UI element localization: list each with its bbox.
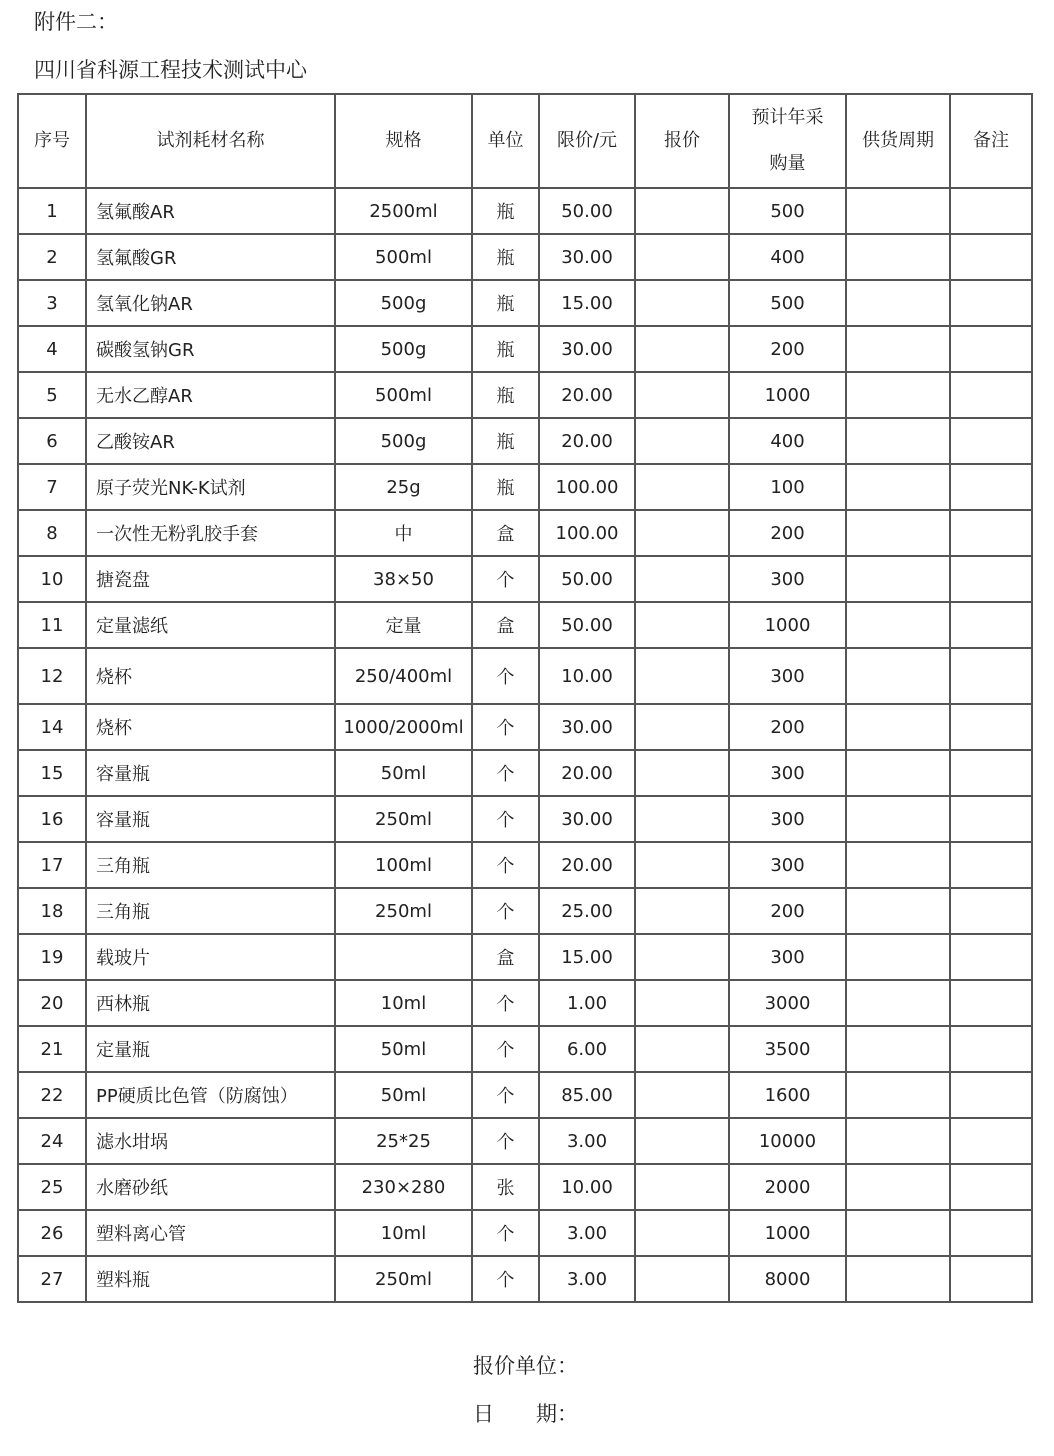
col-header-no: 序号	[18, 94, 86, 188]
cell-no: 10	[18, 556, 86, 602]
cell-no: 16	[18, 796, 86, 842]
cell-qty: 1000	[729, 602, 846, 648]
cell-spec: 100ml	[335, 842, 472, 888]
cell-qty: 100	[729, 464, 846, 510]
cell-unit: 瓶	[472, 234, 539, 280]
col-header-spec: 规格	[335, 94, 472, 188]
cell-quote	[635, 602, 729, 648]
cell-quote	[635, 418, 729, 464]
col-header-quote: 报价	[635, 94, 729, 188]
cell-price: 100.00	[539, 510, 635, 556]
cell-quote	[635, 372, 729, 418]
cell-price: 100.00	[539, 464, 635, 510]
cell-price: 20.00	[539, 418, 635, 464]
col-header-note: 备注	[950, 94, 1032, 188]
cell-qty: 300	[729, 796, 846, 842]
cell-cycle	[846, 188, 950, 234]
cell-name: 水磨砂纸	[86, 1164, 335, 1210]
cell-spec: 500ml	[335, 234, 472, 280]
cell-no: 27	[18, 1256, 86, 1302]
cell-qty: 2000	[729, 1164, 846, 1210]
table-row	[18, 934, 1032, 980]
cell-note	[950, 556, 1032, 602]
cell-unit: 个	[472, 796, 539, 842]
cell-cycle	[846, 326, 950, 372]
cell-price: 50.00	[539, 556, 635, 602]
cell-qty: 3500	[729, 1026, 846, 1072]
cell-spec: 250ml	[335, 888, 472, 934]
table-row	[18, 280, 1032, 326]
table-row	[18, 704, 1032, 750]
cell-unit: 瓶	[472, 188, 539, 234]
table-row	[18, 188, 1032, 234]
cell-note	[950, 888, 1032, 934]
cell-name: 载玻片	[86, 934, 335, 980]
cell-price: 10.00	[539, 1164, 635, 1210]
cell-name: 定量瓶	[86, 1026, 335, 1072]
cell-qty: 400	[729, 234, 846, 280]
cell-quote	[635, 326, 729, 372]
table-row	[18, 1118, 1032, 1164]
cell-quote	[635, 1210, 729, 1256]
cell-price: 3.00	[539, 1118, 635, 1164]
cell-quote	[635, 750, 729, 796]
cell-spec: 定量	[335, 602, 472, 648]
cell-no: 24	[18, 1118, 86, 1164]
cell-qty: 300	[729, 750, 846, 796]
cell-spec: 10ml	[335, 980, 472, 1026]
cell-price: 6.00	[539, 1026, 635, 1072]
table-row	[18, 510, 1032, 556]
cell-qty: 200	[729, 510, 846, 556]
cell-quote	[635, 796, 729, 842]
cell-no: 1	[18, 188, 86, 234]
cell-qty: 200	[729, 888, 846, 934]
cell-cycle	[846, 234, 950, 280]
cell-no: 25	[18, 1164, 86, 1210]
cell-no: 12	[18, 648, 86, 704]
cell-name: 容量瓶	[86, 796, 335, 842]
cell-no: 14	[18, 704, 86, 750]
cell-price: 15.00	[539, 280, 635, 326]
cell-quote	[635, 704, 729, 750]
cell-name: 塑料离心管	[86, 1210, 335, 1256]
cell-spec: 500ml	[335, 372, 472, 418]
col-header-price: 限价/元	[539, 94, 635, 188]
cell-unit: 个	[472, 750, 539, 796]
cell-unit: 个	[472, 1072, 539, 1118]
table-row	[18, 372, 1032, 418]
table-row	[18, 556, 1032, 602]
cell-qty: 300	[729, 648, 846, 704]
table-row	[18, 888, 1032, 934]
cell-spec: 50ml	[335, 750, 472, 796]
cell-unit: 瓶	[472, 326, 539, 372]
cell-cycle	[846, 556, 950, 602]
cell-name: 氢氟酸GR	[86, 234, 335, 280]
cell-spec: 250ml	[335, 796, 472, 842]
cell-unit: 个	[472, 888, 539, 934]
cell-no: 20	[18, 980, 86, 1026]
cell-price: 3.00	[539, 1210, 635, 1256]
cell-qty: 1000	[729, 372, 846, 418]
cell-price: 30.00	[539, 704, 635, 750]
cell-no: 22	[18, 1072, 86, 1118]
cell-name: 原子荧光NK-K试剂	[86, 464, 335, 510]
cell-quote	[635, 510, 729, 556]
cell-note	[950, 510, 1032, 556]
cell-cycle	[846, 704, 950, 750]
cell-name: 一次性无粉乳胶手套	[86, 510, 335, 556]
cell-spec: 500g	[335, 280, 472, 326]
cell-note	[950, 1164, 1032, 1210]
table-row	[18, 1164, 1032, 1210]
cell-name: 滤水坩埚	[86, 1118, 335, 1164]
cell-name: 定量滤纸	[86, 602, 335, 648]
cell-price: 30.00	[539, 326, 635, 372]
cell-note	[950, 1118, 1032, 1164]
cell-quote	[635, 842, 729, 888]
cell-unit: 个	[472, 1210, 539, 1256]
cell-qty: 200	[729, 704, 846, 750]
cell-qty: 1600	[729, 1072, 846, 1118]
cell-quote	[635, 280, 729, 326]
cell-price: 50.00	[539, 602, 635, 648]
cell-name: 烧杯	[86, 704, 335, 750]
cell-cycle	[846, 510, 950, 556]
cell-qty: 200	[729, 326, 846, 372]
cell-qty: 300	[729, 934, 846, 980]
cell-name: 氢氟酸AR	[86, 188, 335, 234]
cell-no: 21	[18, 1026, 86, 1072]
table-row	[18, 326, 1032, 372]
cell-spec: 2500ml	[335, 188, 472, 234]
cell-no: 3	[18, 280, 86, 326]
attachment-label: 附件二：	[34, 10, 118, 34]
table-row	[18, 842, 1032, 888]
cell-note	[950, 602, 1032, 648]
cell-quote	[635, 464, 729, 510]
cell-unit: 瓶	[472, 464, 539, 510]
cell-price: 1.00	[539, 980, 635, 1026]
cell-unit: 个	[472, 556, 539, 602]
cell-note	[950, 280, 1032, 326]
col-header-cycle: 供货周期	[846, 94, 950, 188]
cell-cycle	[846, 464, 950, 510]
date-line	[473, 1398, 578, 1430]
cell-spec: 50ml	[335, 1026, 472, 1072]
cell-name: 三角瓶	[86, 888, 335, 934]
cell-note	[950, 796, 1032, 842]
cell-spec: 50ml	[335, 1072, 472, 1118]
reagent-price-table	[17, 93, 1033, 1303]
table-row	[18, 418, 1032, 464]
cell-unit: 个	[472, 1026, 539, 1072]
cell-spec: 10ml	[335, 1210, 472, 1256]
cell-name: 三角瓶	[86, 842, 335, 888]
cell-name: 容量瓶	[86, 750, 335, 796]
cell-note	[950, 372, 1032, 418]
cell-note	[950, 1256, 1032, 1302]
cell-unit: 个	[472, 1256, 539, 1302]
cell-qty: 300	[729, 556, 846, 602]
cell-qty: 3000	[729, 980, 846, 1026]
cell-quote	[635, 934, 729, 980]
cell-cycle	[846, 648, 950, 704]
cell-cycle	[846, 1072, 950, 1118]
cell-price: 20.00	[539, 372, 635, 418]
cell-qty: 500	[729, 188, 846, 234]
cell-name: PP硬质比色管（防腐蚀）	[86, 1072, 335, 1118]
cell-unit: 个	[472, 980, 539, 1026]
cell-note	[950, 980, 1032, 1026]
cell-note	[950, 648, 1032, 704]
cell-note	[950, 750, 1032, 796]
cell-quote	[635, 1118, 729, 1164]
cell-qty: 10000	[729, 1118, 846, 1164]
cell-name: 塑料瓶	[86, 1256, 335, 1302]
table-row	[18, 464, 1032, 510]
cell-cycle	[846, 418, 950, 464]
cell-note	[950, 704, 1032, 750]
cell-no: 4	[18, 326, 86, 372]
cell-price: 10.00	[539, 648, 635, 704]
cell-unit: 瓶	[472, 418, 539, 464]
date-label-part1: 日	[473, 1402, 494, 1426]
cell-note	[950, 1026, 1032, 1072]
table-row	[18, 602, 1032, 648]
cell-price: 50.00	[539, 188, 635, 234]
cell-unit: 个	[472, 648, 539, 704]
cell-quote	[635, 1164, 729, 1210]
cell-note	[950, 464, 1032, 510]
cell-price: 20.00	[539, 750, 635, 796]
cell-name: 无水乙醇AR	[86, 372, 335, 418]
cell-qty: 400	[729, 418, 846, 464]
cell-unit: 个	[472, 1118, 539, 1164]
quote-unit-label: 报价单位：	[473, 1354, 578, 1378]
cell-note	[950, 234, 1032, 280]
cell-no: 15	[18, 750, 86, 796]
cell-note	[950, 326, 1032, 372]
cell-name: 乙酸铵AR	[86, 418, 335, 464]
cell-no: 17	[18, 842, 86, 888]
cell-quote	[635, 1072, 729, 1118]
cell-unit: 张	[472, 1164, 539, 1210]
cell-no: 8	[18, 510, 86, 556]
cell-spec: 25g	[335, 464, 472, 510]
cell-price: 85.00	[539, 1072, 635, 1118]
cell-spec: 中	[335, 510, 472, 556]
cell-quote	[635, 980, 729, 1026]
cell-spec: 230×280	[335, 1164, 472, 1210]
cell-price: 15.00	[539, 934, 635, 980]
col-header-name: 试剂耗材名称	[86, 94, 335, 188]
cell-spec: 1000/2000ml	[335, 704, 472, 750]
table-row	[18, 750, 1032, 796]
cell-name: 烧杯	[86, 648, 335, 704]
cell-name: 氢氧化钠AR	[86, 280, 335, 326]
cell-cycle	[846, 602, 950, 648]
cell-cycle	[846, 1210, 950, 1256]
cell-unit: 瓶	[472, 280, 539, 326]
cell-price: 30.00	[539, 796, 635, 842]
cell-name: 搪瓷盘	[86, 556, 335, 602]
cell-unit: 个	[472, 842, 539, 888]
cell-spec: 25*25	[335, 1118, 472, 1164]
cell-quote	[635, 648, 729, 704]
cell-cycle	[846, 796, 950, 842]
cell-note	[950, 188, 1032, 234]
cell-unit: 瓶	[472, 372, 539, 418]
cell-quote	[635, 556, 729, 602]
cell-no: 11	[18, 602, 86, 648]
cell-note	[950, 1210, 1032, 1256]
cell-cycle	[846, 934, 950, 980]
cell-note	[950, 1072, 1032, 1118]
cell-price: 30.00	[539, 234, 635, 280]
col-header-qty: 预计年采购量	[729, 94, 846, 188]
cell-qty: 300	[729, 842, 846, 888]
cell-spec: 500g	[335, 418, 472, 464]
organization-title: 四川省科源工程技术测试中心	[34, 58, 307, 82]
cell-unit: 盒	[472, 934, 539, 980]
cell-note	[950, 842, 1032, 888]
cell-no: 6	[18, 418, 86, 464]
cell-cycle	[846, 372, 950, 418]
cell-no: 2	[18, 234, 86, 280]
table-row	[18, 796, 1032, 842]
cell-quote	[635, 888, 729, 934]
cell-unit: 个	[472, 704, 539, 750]
cell-spec	[335, 934, 472, 980]
cell-spec: 38×50	[335, 556, 472, 602]
col-header-unit: 单位	[472, 94, 539, 188]
table-header-row	[18, 94, 1032, 188]
cell-no: 5	[18, 372, 86, 418]
cell-note	[950, 934, 1032, 980]
cell-cycle	[846, 888, 950, 934]
table-row	[18, 1210, 1032, 1256]
cell-cycle	[846, 1118, 950, 1164]
table-row	[18, 1256, 1032, 1302]
cell-no: 26	[18, 1210, 86, 1256]
cell-qty: 500	[729, 280, 846, 326]
table-row	[18, 234, 1032, 280]
cell-unit: 盒	[472, 510, 539, 556]
cell-quote	[635, 1256, 729, 1302]
date-label-part2: 期：	[536, 1402, 578, 1426]
cell-unit: 盒	[472, 602, 539, 648]
cell-qty: 8000	[729, 1256, 846, 1302]
cell-price: 25.00	[539, 888, 635, 934]
cell-name: 西林瓶	[86, 980, 335, 1026]
cell-cycle	[846, 750, 950, 796]
cell-cycle	[846, 1256, 950, 1302]
cell-note	[950, 418, 1032, 464]
table-row	[18, 648, 1032, 704]
table-row	[18, 980, 1032, 1026]
cell-no: 7	[18, 464, 86, 510]
table-row	[18, 1072, 1032, 1118]
cell-qty: 1000	[729, 1210, 846, 1256]
cell-cycle	[846, 1026, 950, 1072]
cell-price: 20.00	[539, 842, 635, 888]
cell-quote	[635, 1026, 729, 1072]
cell-cycle	[846, 842, 950, 888]
cell-no: 19	[18, 934, 86, 980]
cell-spec: 250ml	[335, 1256, 472, 1302]
table-row	[18, 1026, 1032, 1072]
cell-quote	[635, 234, 729, 280]
cell-no: 18	[18, 888, 86, 934]
cell-cycle	[846, 1164, 950, 1210]
cell-cycle	[846, 280, 950, 326]
cell-name: 碳酸氢钠GR	[86, 326, 335, 372]
cell-spec: 250/400ml	[335, 648, 472, 704]
cell-price: 3.00	[539, 1256, 635, 1302]
cell-quote	[635, 188, 729, 234]
cell-spec: 500g	[335, 326, 472, 372]
cell-cycle	[846, 980, 950, 1026]
